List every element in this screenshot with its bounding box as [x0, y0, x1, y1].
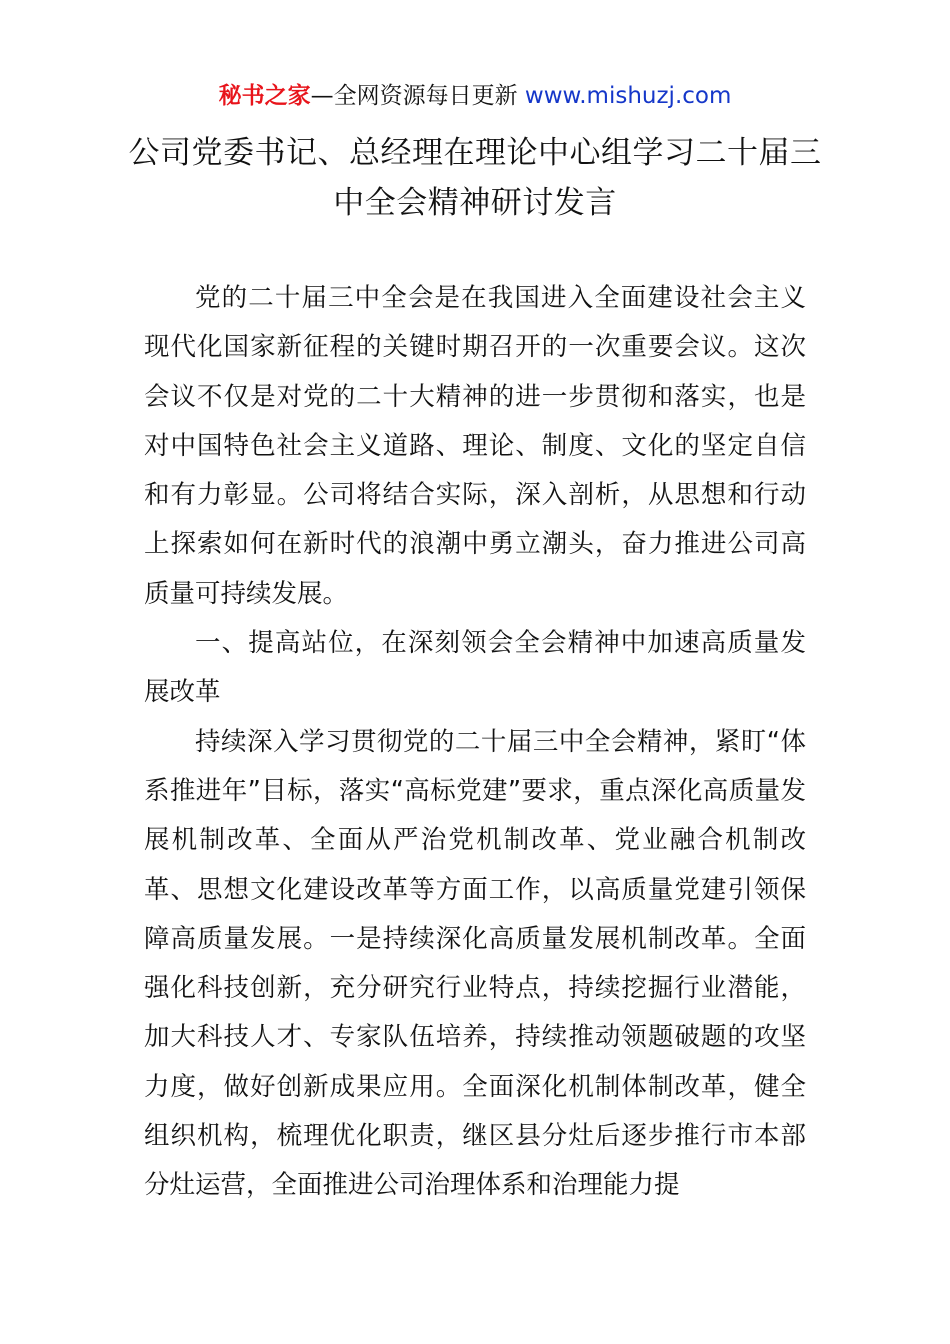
header-tagline: —全网资源每日更新	[310, 83, 525, 109]
document-body	[144, 274, 806, 1211]
paragraph-section-1: 持续深入学习贯彻党的二十届三中全会精神，紧盯“体系推进年”目标，落实“高标党建”要求，重点深化高质量发展机制改革、全面从严治党机制改革、党业融合机制改革、思想文化建设改革等方面工作，以高质量党建引领保障高质量发展。一是持续深化高质量发展机制改革。全面强化科技创新，充分研究行业特点，持续挖掘行业潜能，加大科技人才、专家队伍培养，持续推动领题破题的攻坚力度，做好创新成果应用。全面深化机制体制改革，健全组织机构，梳理优化职责，继区县分灶后逐步推行市本部分灶运营，全面推进公司治理体系和治理能力提	[144, 726, 806, 1201]
brand-name: 秘书之家	[218, 83, 311, 109]
site-url-link[interactable]: www.mishuzj.com	[524, 83, 732, 109]
site-header	[0, 80, 950, 112]
section-heading-1: 一、提高站位，在深刻领会全会精神中加速高质量发展改革	[144, 628, 806, 708]
paragraph-intro: 党的二十届三中全会是在我国进入全面建设社会主义现代化国家新征程的关键时期召开的一次重要会议。这次会议不仅是对党的二十大精神的进一步贯彻和落实，也是对中国特色社会主义道路、理论、制度、文化的坚定自信和有力彰显。公司将结合实际，深入剖析，从思想和行动上探索如何在新时代的浪潮中勇立潮头，奋力推进公司高质量可持续发展。	[144, 283, 806, 609]
document-title: 公司党委书记、总经理在理论中心组学习二十届三中全会精神研讨发言	[128, 135, 822, 221]
